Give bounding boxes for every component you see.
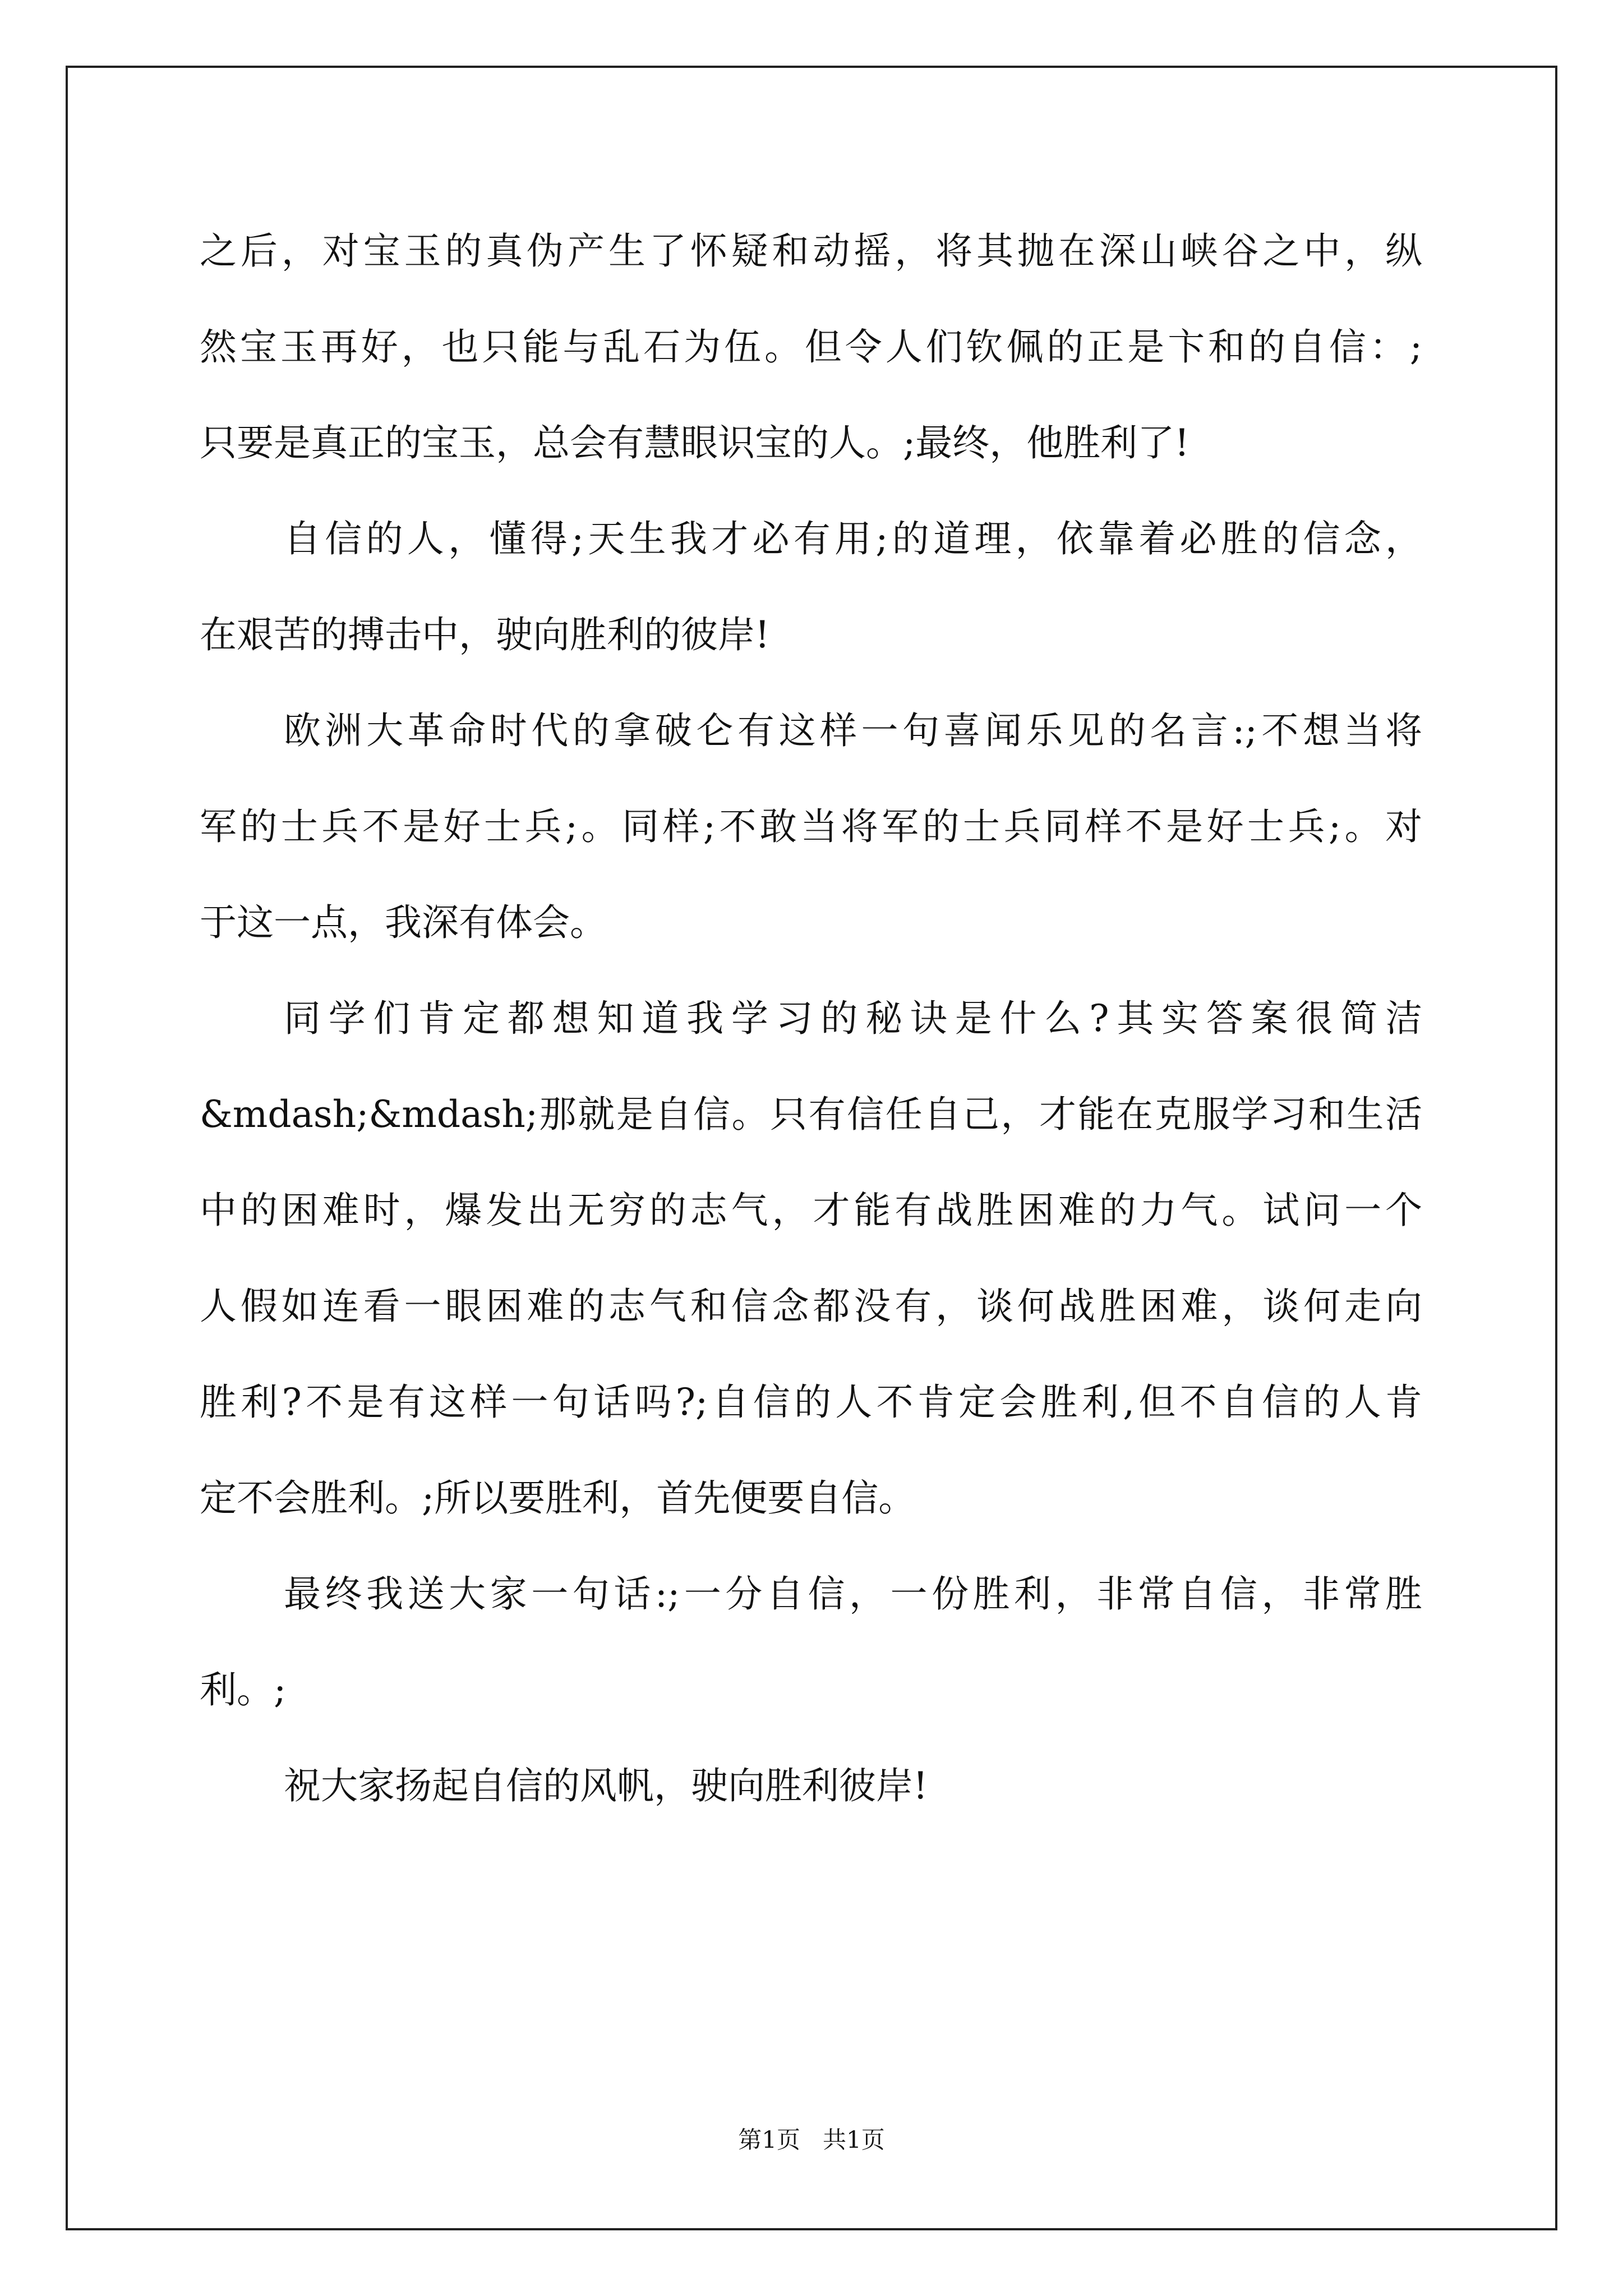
text-line: &mdash;&mdash;那就是自信。只有信任自己，才能在克服学习和生活 xyxy=(200,1093,1422,1136)
text-line: 利。; xyxy=(200,1668,287,1711)
text-line: 定不会胜利。;所以要胜利，首先便要自信。 xyxy=(200,1476,916,1520)
page-footer xyxy=(0,2126,1623,2154)
text-line: 人假如连看一眼困难的志气和信念都没有，谈何战胜困难，谈何走向 xyxy=(200,1285,1422,1328)
text-line: 同学们肯定都想知道我学习的秘诀是什么?其实答案很简洁 xyxy=(284,997,1422,1040)
text-line: 欧洲大革命时代的拿破仑有这样一句喜闻乐见的名言:;不想当将 xyxy=(284,709,1422,752)
text-line: 只要是真正的宝玉，总会有慧眼识宝的人。;最终，他胜利了! xyxy=(200,421,1189,464)
text-line: 祝大家扬起自信的风帆，驶向胜利彼岸! xyxy=(284,1764,928,1807)
text-line: 自信的人，懂得;天生我才必有用;的道理，依靠着必胜的信念， xyxy=(284,517,1422,560)
text-line: 于这一点，我深有体会。 xyxy=(200,901,607,944)
text-line: 之后，对宝玉的真伪产生了怀疑和动摇，将其抛在深山峡谷之中，纵 xyxy=(200,229,1422,273)
text-line: 在艰苦的搏击中，驶向胜利的彼岸! xyxy=(200,613,770,656)
text-line: 军的士兵不是好士兵;。同样;不敢当将军的士兵同样不是好士兵;。对 xyxy=(200,805,1422,848)
text-line: 最终我送大家一句话:;一分自信，一份胜利，非常自信，非常胜 xyxy=(284,1572,1422,1616)
page-total: 共1页 xyxy=(823,2126,885,2154)
page-number: 第1页 xyxy=(738,2126,800,2154)
text-line: 胜利?不是有这样一句话吗?;自信的人不肯定会胜利,但不自信的人肯 xyxy=(200,1381,1422,1424)
document-body xyxy=(200,203,1422,1834)
text-line: 中的困难时，爆发出无穷的志气，才能有战胜困难的力气。试问一个 xyxy=(200,1189,1422,1232)
text-line: 然宝玉再好，也只能与乱石为伍。但令人们钦佩的正是卞和的自信：; xyxy=(200,325,1422,369)
